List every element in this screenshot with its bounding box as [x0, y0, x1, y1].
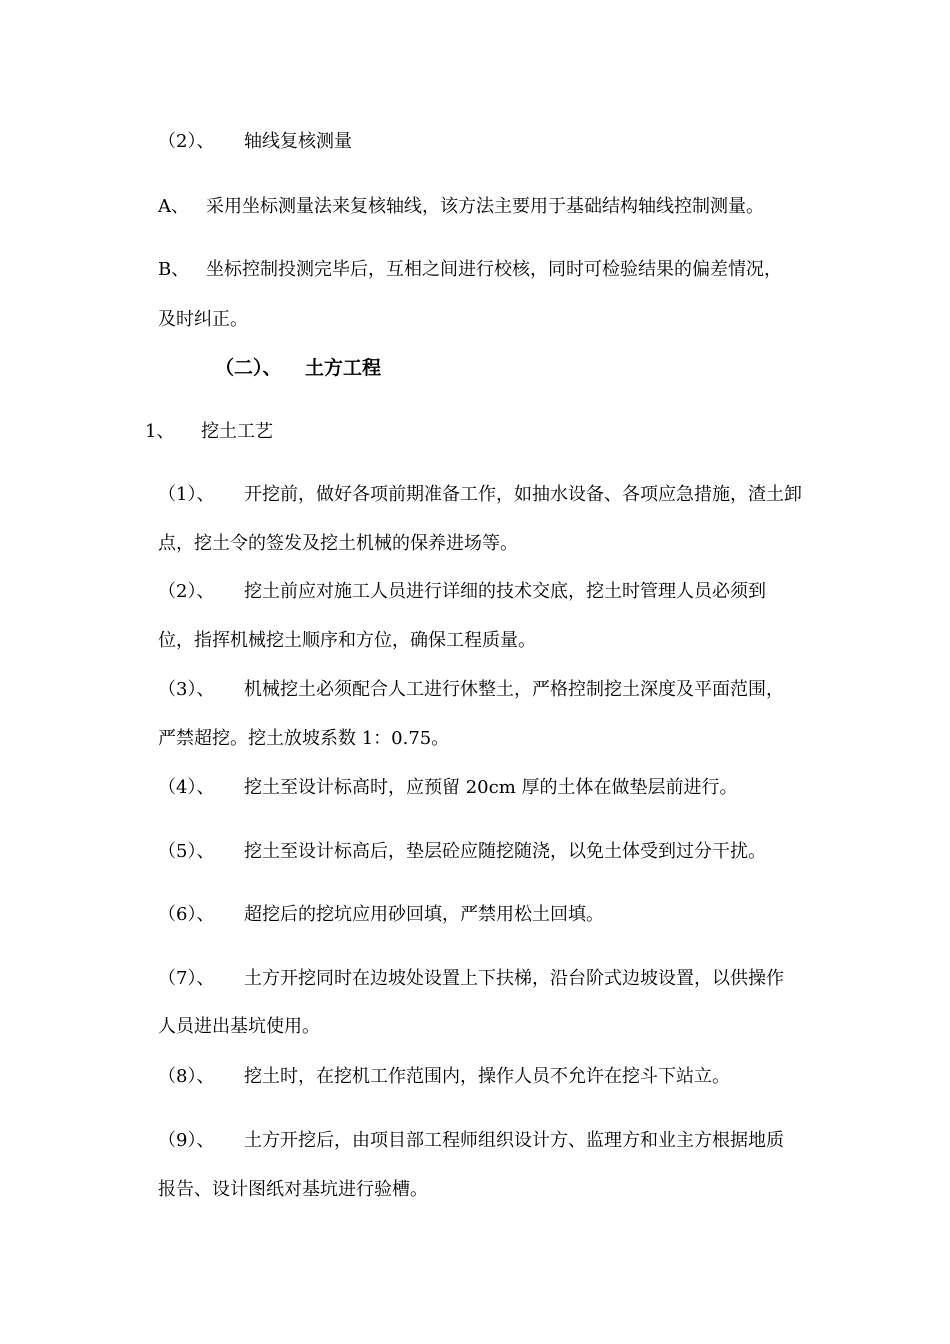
step-4-text-1: 挖土至设计标高时，应预留 20cm 厚的土体在做垫层前进行。 [244, 777, 738, 798]
step-6-line-1 [158, 903, 604, 927]
step-6-marker: （6）、 [158, 904, 215, 925]
step-7-marker: （7）、 [158, 968, 215, 989]
section-marker: （二）、 [215, 357, 282, 379]
step-7-line-2: 人员进出基坑使用。 [158, 1016, 320, 1037]
item-b-line-2: 及时纠正。 [158, 309, 248, 330]
step-5-marker: （5）、 [158, 841, 215, 862]
step-2-marker: （2）、 [158, 581, 215, 602]
item-b-text-1: 坐标控制投测完毕后，互相之间进行校核，同时可检验结果的偏差情况， [206, 259, 782, 280]
item-a-text: 采用坐标测量法来复核轴线，该方法主要用于基础结构轴线控制测量。 [206, 196, 764, 217]
step-3-marker: （3）、 [158, 679, 215, 700]
step-9-line-2: 报告、设计图纸对基坑进行验槽。 [158, 1179, 428, 1200]
step-8-line-1 [158, 1065, 730, 1089]
step-1-text-1: 开挖前，做好各项前期准备工作，如抽水设备、各项应急措施，渣土卸 [244, 484, 802, 505]
step-3-text-1: 机械挖土必须配合人工进行休整土，严格控制挖土深度及平面范围， [244, 679, 784, 700]
step-9-marker: （9）、 [158, 1130, 215, 1151]
step-1-line-1 [158, 483, 802, 507]
item-axis-line [158, 130, 352, 154]
step-3-line-2: 严禁超挖。挖土放坡系数 1：0.75。 [158, 728, 450, 749]
item-b-line-1 [158, 258, 782, 282]
step-2-text-1: 挖土前应对施工人员进行详细的技术交底，挖土时管理人员必须到 [244, 581, 766, 602]
subsection-heading [145, 420, 273, 444]
step-8-text-1: 挖土时，在挖机工作范围内，操作人员不允许在挖斗下站立。 [244, 1066, 730, 1087]
step-4-marker: （4）、 [158, 777, 215, 798]
step-5-text-1: 挖土至设计标高后，垫层砼应随挖随浇，以免土体受到过分干扰。 [244, 841, 766, 862]
item-a-line [158, 195, 764, 219]
section-heading [215, 356, 381, 380]
step-8-marker: （8）、 [158, 1066, 215, 1087]
step-7-text-1: 土方开挖同时在边坡处设置上下扶梯，沿台阶式边坡设置，以供操作 [244, 968, 784, 989]
step-4-line-1 [158, 776, 738, 800]
step-9-line-1 [158, 1129, 784, 1153]
step-2-line-1 [158, 580, 766, 604]
section-title: 土方工程 [305, 357, 382, 379]
step-3-line-1 [158, 678, 784, 702]
step-9-text-1: 土方开挖后，由项目部工程师组织设计方、监理方和业主方根据地质 [244, 1130, 784, 1151]
item-axis-text: 轴线复核测量 [244, 131, 352, 152]
step-6-text-1: 超挖后的挖坑应用砂回填，严禁用松土回填。 [244, 904, 604, 925]
item-b-marker: B、 [158, 259, 190, 280]
step-7-line-1 [158, 967, 784, 991]
step-1-line-2: 点，挖土令的签发及挖土机械的保养进场等。 [158, 533, 518, 554]
step-5-line-1 [158, 840, 766, 864]
subsection-title: 挖土工艺 [201, 421, 273, 442]
step-1-marker: （1）、 [158, 484, 215, 505]
item-axis-marker: （2）、 [158, 131, 215, 152]
step-2-line-2: 位，指挥机械挖土顺序和方位，确保工程质量。 [158, 630, 536, 651]
subsection-marker: 1、 [145, 421, 175, 442]
item-a-marker: A、 [158, 196, 189, 217]
